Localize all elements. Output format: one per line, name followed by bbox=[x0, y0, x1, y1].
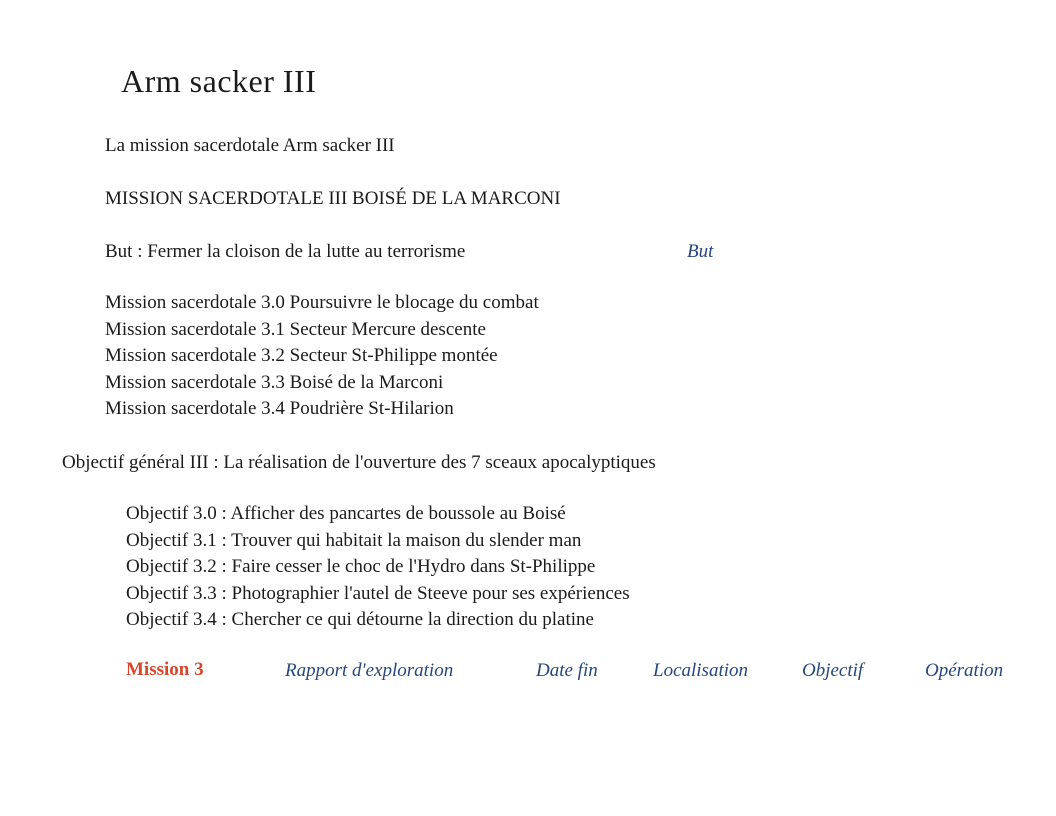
mission-list-item: Mission sacerdotale 3.0 Poursuivre le blocage du combat bbox=[105, 292, 539, 313]
objective-list-item: Objectif 3.1 : Trouver qui habitait la maison du slender man bbox=[126, 529, 582, 551]
page-title: Arm sacker III bbox=[121, 63, 317, 100]
mission-list-item: Mission sacerdotale 3.4 Poudrière St-Hilarion bbox=[105, 398, 454, 420]
objective-list-item: Objectif 3.4 : Chercher ce qui détourne la direction du platine bbox=[126, 609, 594, 631]
objective-list bbox=[126, 501, 630, 634]
but-line: But : Fermer la cloison de la lutte au terrorisme bbox=[105, 241, 466, 262]
footer-link-rapport-exploration[interactable]: Rapport d'exploration bbox=[285, 660, 454, 681]
mission-list-item: Mission sacerdotale 3.1 Secteur Mercure descente bbox=[105, 318, 486, 340]
objective-list-item: Objectif 3.2 : Faire cesser le choc de l'Hydro dans St-Philippe bbox=[126, 556, 596, 578]
mission-list bbox=[105, 290, 539, 423]
mission-list-item: Mission sacerdotale 3.2 Secteur St-Philippe montée bbox=[105, 345, 498, 367]
mission-list-item: Mission sacerdotale 3.3 Boisé de la Marconi bbox=[105, 371, 444, 393]
footer-link-operation[interactable]: Opération bbox=[925, 660, 1004, 681]
mission-3-label: Mission 3 bbox=[126, 659, 204, 680]
but-link[interactable]: But bbox=[687, 241, 714, 262]
footer-link-date-fin[interactable]: Date fin bbox=[536, 660, 598, 681]
footer-link-localisation[interactable]: Localisation bbox=[653, 660, 749, 681]
mission-heading: MISSION SACERDOTALE III BOISÉ DE LA MARCONI bbox=[105, 188, 561, 209]
footer-link-objectif[interactable]: Objectif bbox=[802, 660, 864, 681]
objective-list-item: Objectif 3.0 : Afficher des pancartes de boussole au Boisé bbox=[126, 503, 566, 524]
intro-line: La mission sacerdotale Arm sacker III bbox=[105, 135, 395, 156]
general-objective-line: Objectif général III : La réalisation de l'ouverture des 7 sceaux apocalyptiques bbox=[62, 452, 656, 473]
objective-list-item: Objectif 3.3 : Photographier l'autel de Steeve pour ses expériences bbox=[126, 582, 630, 604]
